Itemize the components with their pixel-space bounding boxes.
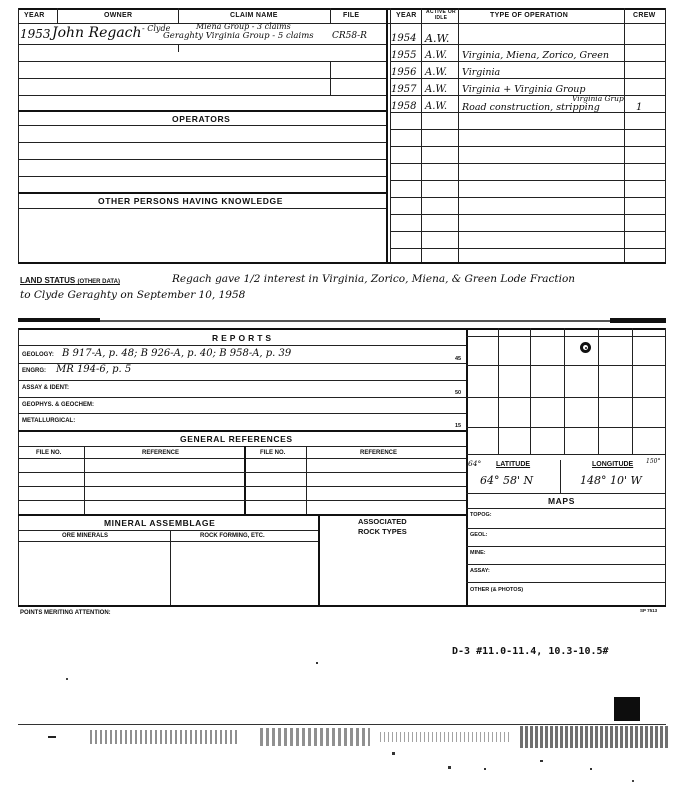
op-status: A.W. xyxy=(425,67,448,78)
latitude-prefix: 64° xyxy=(468,459,482,468)
rock-forming-label: ROCK FORMING, ETC. xyxy=(200,533,265,539)
land-status-label-suffix: (OTHER DATA) xyxy=(77,279,120,285)
op-status: A.W. xyxy=(425,32,450,45)
claim-line-1: Miena Group - 3 claims xyxy=(196,22,291,31)
land-status-line-2: to Clyde Geraghty on September 10, 1958 xyxy=(20,289,246,301)
longitude-suffix: 150° xyxy=(646,458,661,465)
header-claim-name: CLAIM NAME xyxy=(230,12,278,19)
ore-minerals-label: ORE MINERALS xyxy=(62,533,109,539)
op-status: A.W. xyxy=(425,101,448,112)
general-references-title: GENERAL REFERENCES xyxy=(180,434,293,444)
land-status-label xyxy=(20,276,120,285)
op-year: 1958 xyxy=(391,101,417,112)
header-active-idle: ACTIVE OR IDLE xyxy=(426,9,456,21)
owner-suffix: - Clyde xyxy=(142,24,171,33)
op-type: Virginia xyxy=(462,67,501,78)
report-num: 45 xyxy=(455,356,462,362)
header-crew: CREW xyxy=(633,12,656,19)
claim-line-2: Geraghty Virginia Group - 5 claims xyxy=(163,31,314,41)
other-persons-title: OTHER PERSONS HAVING KNOWLEDGE xyxy=(98,196,284,206)
report-value-geology: B 917-A, p. 48; B 926-A, p. 40; B 958-A, p. 39 xyxy=(62,348,292,359)
claim-file: CR58-R xyxy=(332,31,367,41)
op-status: A.W. xyxy=(425,84,448,95)
latitude-value: 64° 58' N xyxy=(480,474,534,487)
location-marker-icon xyxy=(580,342,591,353)
maps-title: MAPS xyxy=(548,496,575,506)
op-note: Virginia Grup xyxy=(572,94,624,103)
report-num: 15 xyxy=(455,423,462,429)
report-label-assay: ASSAY & IDENT: xyxy=(22,385,70,391)
points-meriting-label: POINTS MERITING ATTENTION: xyxy=(20,610,111,616)
report-label-metallurgical: METALLURGICAL: xyxy=(22,418,76,424)
op-year: 1957 xyxy=(391,84,417,95)
map-row-topog: TOPOG: xyxy=(470,512,492,518)
op-crew: 1 xyxy=(636,102,643,113)
longitude-label: LONGITUDE xyxy=(592,461,634,468)
op-type: Road construction, stripping xyxy=(462,102,600,113)
header-year: YEAR xyxy=(24,12,45,19)
header-type-of-operation: TYPE OF OPERATION xyxy=(490,12,569,19)
report-num: 50 xyxy=(455,390,462,396)
operators-title: OPERATORS xyxy=(172,114,231,124)
map-row-geol: GEOL: xyxy=(470,532,488,538)
map-row-mine: MINE: xyxy=(470,550,486,556)
rock-types-label: ROCK TYPES xyxy=(358,527,407,536)
header-file: FILE xyxy=(343,12,360,19)
gr-header-file-no: FILE NO. xyxy=(36,450,62,456)
op-type: Virginia + Virginia Group xyxy=(462,84,586,95)
typed-note: D-3 #11.0-11.4, 10.3-10.5# xyxy=(452,646,609,657)
map-row-other: OTHER (& PHOTOS) xyxy=(470,587,524,593)
land-status-line-1: Regach gave 1/2 interest in Virginia, Zorico, Miena, & Green Lode Fraction xyxy=(172,273,576,285)
form-number: SP 7513 xyxy=(640,608,658,613)
gr-header-reference: REFERENCE xyxy=(360,450,398,456)
report-value-engrg: MR 194-6, p. 5 xyxy=(56,364,132,375)
gr-header-reference: REFERENCE xyxy=(142,450,180,456)
reports-title: REPORTS xyxy=(212,333,275,343)
owner-year: 1953 xyxy=(20,27,51,41)
land-status-label-main: LAND STATUS xyxy=(20,276,76,285)
op-type: Virginia, Miena, Zorico, Green xyxy=(462,50,609,61)
report-label-engrg: ENGRG: xyxy=(22,368,46,374)
owner-name: John Regach xyxy=(52,25,142,41)
report-label-geophys: GEOPHYS. & GEOCHEM: xyxy=(22,402,95,408)
op-year: 1954 xyxy=(391,33,417,44)
op-year: 1956 xyxy=(391,67,417,78)
op-status: A.W. xyxy=(425,50,448,61)
latitude-label: LATITUDE xyxy=(496,461,531,468)
mineral-assemblage-title: MINERAL ASSEMBLAGE xyxy=(104,518,216,528)
report-label-geology: GEOLOGY: xyxy=(22,352,54,358)
map-row-assay: ASSAY: xyxy=(470,568,490,574)
header-owner: OWNER xyxy=(104,12,133,19)
header-year-right: YEAR xyxy=(396,12,417,19)
gr-header-file-no: FILE NO. xyxy=(260,450,286,456)
longitude-value: 148° 10' W xyxy=(580,474,642,487)
associated-label: ASSOCIATED xyxy=(358,517,407,526)
op-year: 1955 xyxy=(391,50,417,61)
